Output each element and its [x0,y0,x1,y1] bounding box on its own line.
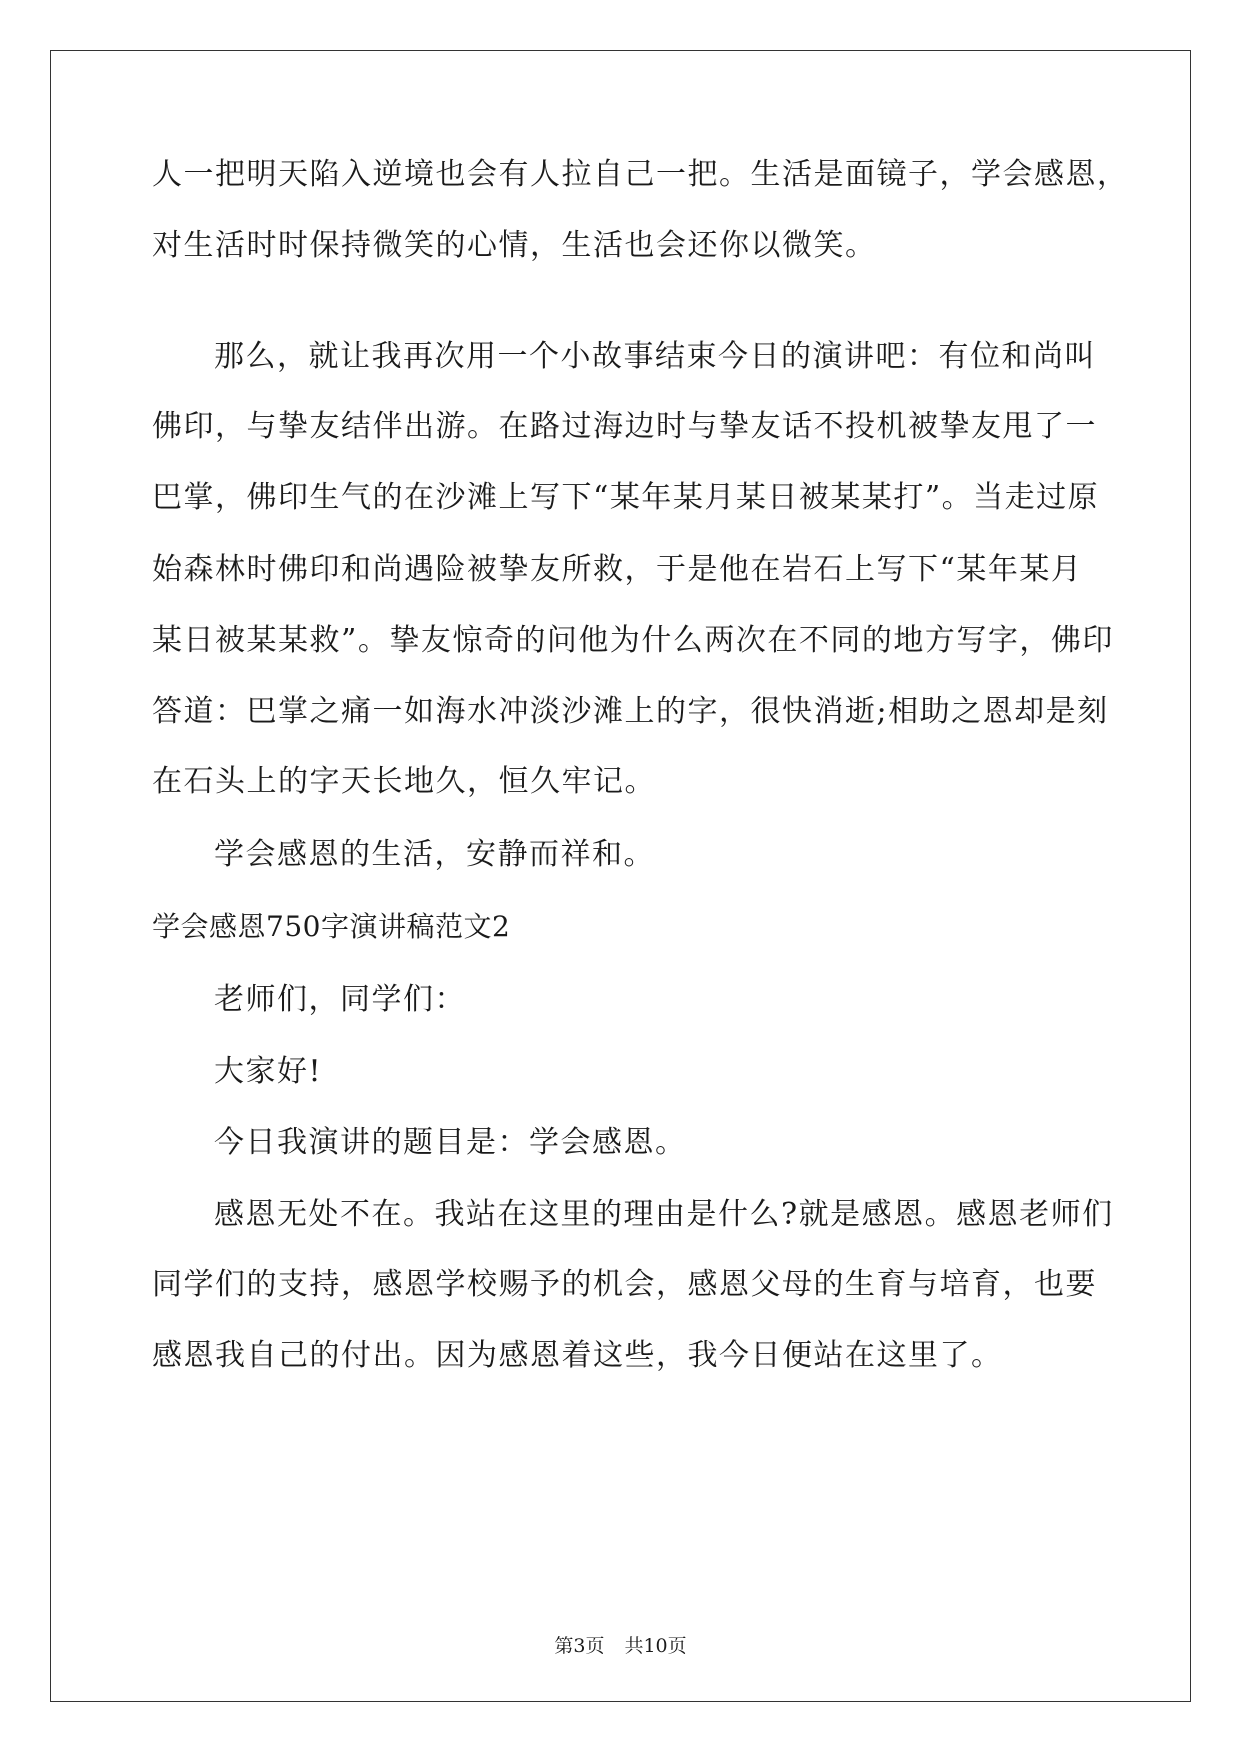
paragraph-line: 感恩无处不在。我站在这里的理由是什么?就是感恩。感恩老师们 [214,1197,1114,1232]
paragraph-line: 佛印，与挚友结伴出游。在路过海边时与挚友话不投机被挚友甩了一 [152,409,1097,444]
section-heading: 学会感恩750字演讲稿范文2 [152,910,511,943]
paragraph-line: 答道：巴掌之痛一如海水冲淡沙滩上的字，很快消逝;相助之恩却是刻 [152,694,1109,729]
page-border [50,50,1191,1702]
paragraph-line: 某日被某某救”。挚友惊奇的问他为什么两次在不同的地方写字，佛印 [152,623,1114,658]
salutation-line: 老师们，同学们： [214,982,466,1017]
paragraph-line: 巴掌，佛印生气的在沙滩上写下“某年某月某日被某某打”。当走过原 [152,480,1100,515]
page-total: 共10页 [624,1635,687,1657]
paragraph-line: 那么，就让我再次用一个小故事结束今日的演讲吧：有位和尚叫 [214,339,1096,374]
paragraph-line: 人一把明天陷入逆境也会有人拉自己一把。生活是面镜子，学会感恩， [152,157,1129,192]
page-footer [0,1634,1241,1658]
page-number: 第3页 [554,1635,605,1657]
paragraph-line: 在石头上的字天长地久，恒久牢记。 [152,764,656,799]
paragraph-line: 对生活时时保持微笑的心情，生活也会还你以微笑。 [152,228,877,263]
greeting-line: 大家好! [214,1054,323,1089]
paragraph-line: 同学们的支持，感恩学校赐予的机会，感恩父母的生育与培育，也要 [152,1267,1097,1302]
paragraph-line: 感恩我自己的付出。因为感恩着这些，我今日便站在这里了。 [152,1338,1003,1373]
paragraph-line: 今日我演讲的题目是：学会感恩。 [214,1125,687,1160]
paragraph-line: 学会感恩的生活，安静而祥和。 [214,837,655,872]
paragraph-line: 始森林时佛印和尚遇险被挚友所救，于是他在岩石上写下“某年某月 [152,552,1083,587]
